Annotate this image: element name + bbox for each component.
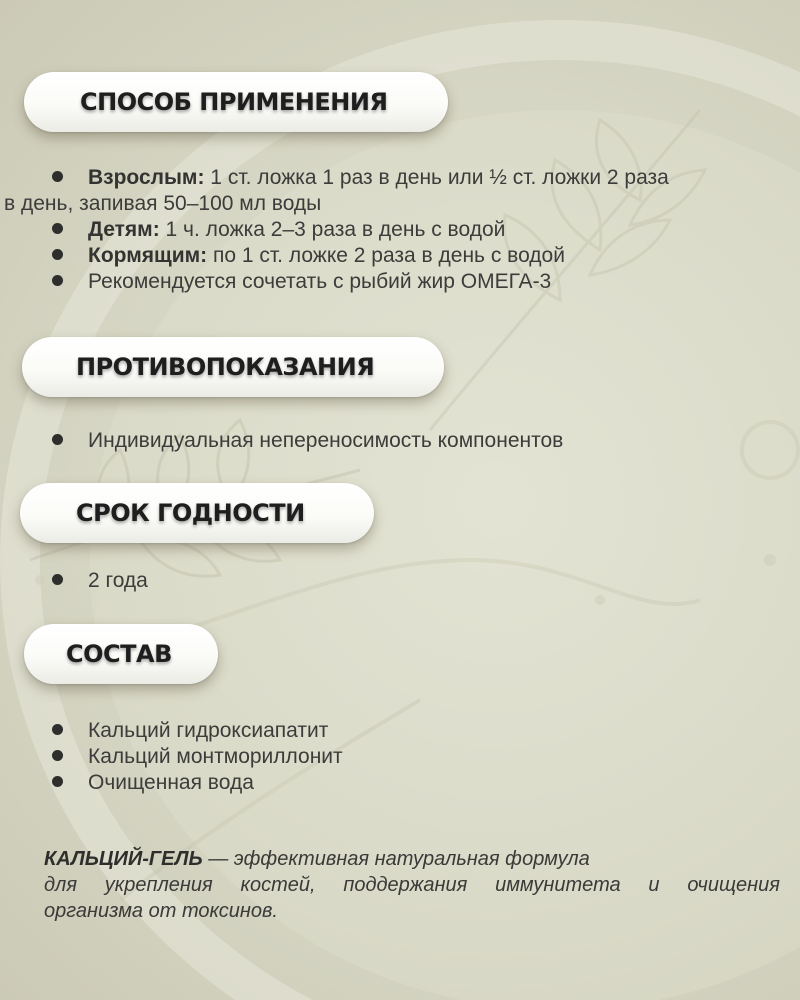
bullet-icon (52, 724, 63, 735)
shelf-life-text: 2 года (88, 569, 148, 592)
list-item-continuation (4, 191, 788, 217)
list-item (48, 217, 788, 243)
section-header-shelf-life (20, 483, 374, 543)
composition-item: Кальций монтмориллонит (88, 745, 343, 768)
usage-text-adults: 1 ст. ложка 1 раз в день или ½ ст. ложки 2 раза (204, 166, 669, 189)
list-item (48, 770, 548, 796)
bullet-icon (52, 750, 63, 761)
bullet-icon (52, 574, 63, 585)
section-title-shelf-life: СРОК ГОДНОСТИ (76, 499, 305, 527)
bullet-icon (52, 171, 63, 182)
usage-text-recommendation: Рекомендуется сочетать с рыбий жир ОМЕГА-3 (88, 270, 552, 293)
list-item (48, 568, 448, 594)
section-title-usage: СПОСОБ ПРИМЕНЕНИЯ (80, 88, 388, 116)
bullet-icon (52, 223, 63, 234)
composition-list (48, 718, 548, 796)
composition-item: Кальций гидроксиапатит (88, 719, 329, 742)
summary-text-1: — эффективная натуральная формула (202, 848, 590, 870)
summary-line-1 (44, 846, 780, 872)
usage-label-nursing: Кормящим: (88, 244, 208, 267)
product-name: КАЛЬЦИЙ-ГЕЛЬ (44, 848, 203, 870)
contraindication-text: Индивидуальная непереносимость компонентов (88, 429, 564, 452)
contraindications-list (48, 428, 788, 454)
bullet-icon (52, 275, 63, 286)
bullet-icon (52, 249, 63, 260)
usage-text-nursing: по 1 ст. ложке 2 раза в день с водой (207, 244, 565, 267)
usage-label-children: Детям: (88, 218, 160, 241)
section-title-composition: СОСТАВ (66, 640, 172, 668)
list-item (48, 165, 788, 191)
composition-item: Очищенная вода (88, 771, 254, 794)
section-header-contraindications (22, 337, 444, 397)
list-item (48, 243, 788, 269)
section-title-contraindications: ПРОТИВОПОКАЗАНИЯ (76, 353, 375, 381)
bullet-icon (52, 776, 63, 787)
list-item (48, 269, 788, 295)
section-header-usage (24, 72, 448, 132)
bullet-icon (52, 434, 63, 445)
summary-line-3: организма от токсинов. (44, 900, 278, 922)
list-item (48, 718, 548, 744)
list-item (48, 428, 788, 454)
usage-text-adults-continuation: в день, запивая 50–100 мл воды (4, 192, 322, 215)
summary-line-2: для укрепления костей, поддержания иммунитета и очищения (44, 874, 780, 896)
product-summary (44, 846, 780, 924)
list-item (48, 744, 548, 770)
shelf-life-list (48, 568, 448, 594)
usage-text-children: 1 ч. ложка 2–3 раза в день с водой (159, 218, 506, 241)
section-header-composition (24, 624, 218, 684)
usage-list (4, 165, 788, 295)
usage-label-adults: Взрослым: (88, 166, 205, 189)
